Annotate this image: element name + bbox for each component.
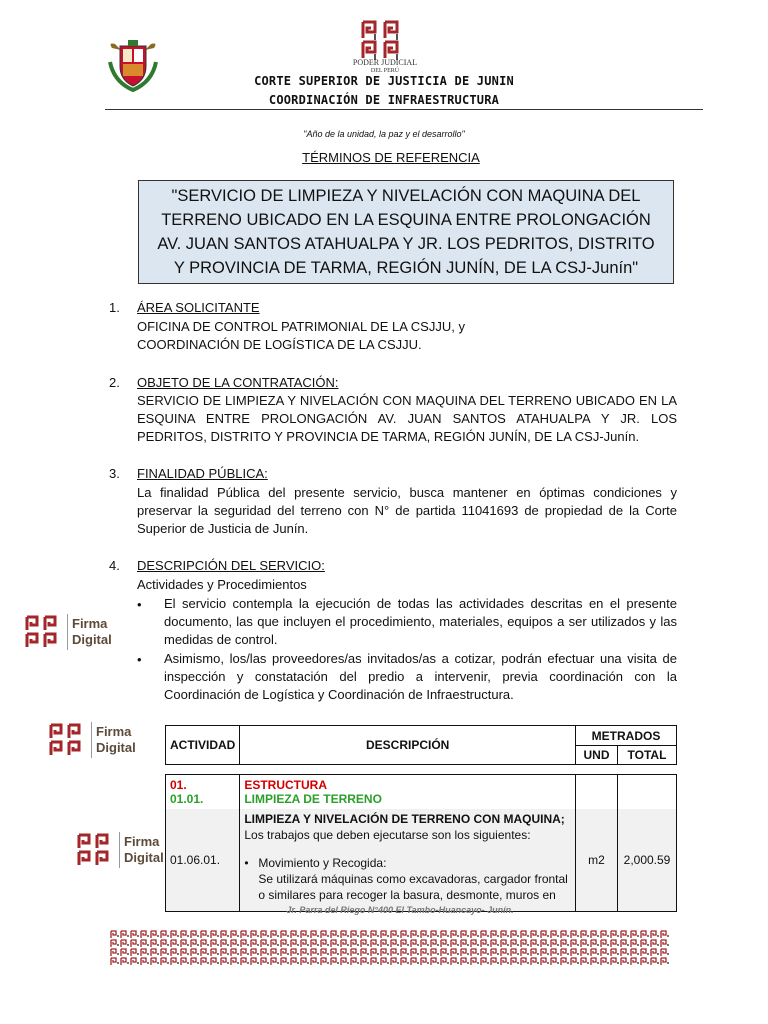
col-header-total: TOTAL xyxy=(618,746,677,765)
table-cell xyxy=(240,775,576,809)
table-cell xyxy=(166,775,240,809)
document-title: TÉRMINOS DE REFERENCIA xyxy=(302,150,480,165)
footer-address: Jr. Parra del Riego N°400 El Tambo-Huancayo- Junín. xyxy=(286,905,514,915)
decorative-pattern-band xyxy=(110,930,670,966)
section-title: FINALIDAD PÚBLICA: xyxy=(137,466,268,481)
detail-title: LIMPIEZA Y NIVELACIÓN DE TERRENO CON MAQUINA; xyxy=(244,811,565,826)
section-title: DESCRIPCIÓN DEL SERVICIO: xyxy=(137,558,325,573)
section-title: OBJETO DE LA CONTRATACIÓN: xyxy=(137,375,339,390)
section-body: SERVICIO DE LIMPIEZA Y NIVELACIÓN CON MAQUINA DEL TERRENO UBICADO EN LA ESQUINA ENTRE PROLONGACIÓN AV. JUAN SANTOS ATAHUALPA Y JR. LOS PEDRITOS, DISTRITO Y PROVINCIA DE TARMA, REGIÓN JUNÍN, DE LA CSJ-Junín. xyxy=(137,393,677,444)
row-desc: LIMPIEZA DE TERRENO xyxy=(244,791,382,806)
signature-logo-icon xyxy=(76,832,116,868)
detail-total: 2,000.59 xyxy=(623,852,671,867)
digital-signature-stamp[interactable] xyxy=(24,612,124,652)
stamp-divider xyxy=(91,722,92,758)
section-body: La finalidad Pública del presente servicio, busca mantener en óptimas condiciones y preservar la seguridad del terreno con N° de partida 11041693 de propiedad de la Corte Superior de Justicia de Junín. xyxy=(137,485,677,536)
year-motto: "Año de la unidad, la paz y el desarrollo" xyxy=(303,129,465,139)
detail-bullet-text: Se utilizará máquinas como excavadoras, cargador frontal o similares para recoger la basura, desmonte, muros en xyxy=(258,871,568,902)
section-number: 3. xyxy=(109,466,120,481)
signature-label xyxy=(124,835,164,865)
signature-label-line: Digital xyxy=(72,632,112,647)
signature-label-line: Digital xyxy=(124,850,164,865)
table-spacer xyxy=(166,765,677,775)
detail-bullet-title: Movimiento y Recogida: xyxy=(258,855,387,870)
signature-label xyxy=(72,617,112,647)
digital-signature-stamp[interactable] xyxy=(48,720,148,760)
section-line: OFICINA DE CONTROL PATRIMONIAL DE LA CSJJU, y xyxy=(137,319,465,334)
signature-label-line: Firma xyxy=(124,834,160,849)
header-divider xyxy=(105,109,703,110)
bullet-text: El servicio contempla la ejecución de todas las actividades descritas en el presente documento, las que incluyen el procedimiento, materiales, equipos a ser utilizados y las medidas de control. xyxy=(164,596,677,647)
bullet-icon: • xyxy=(137,597,142,612)
col-header-metrados: METRADOS xyxy=(576,726,677,746)
table-cell xyxy=(240,809,576,912)
section-line: COORDINACIÓN DE LOGÍSTICA DE LA CSJJU. xyxy=(137,337,422,352)
detail-bullet xyxy=(244,855,571,871)
court-name: CORTE SUPERIOR DE JUSTICIA DE JUNIN xyxy=(254,74,514,88)
signature-logo-icon xyxy=(24,614,64,650)
stamp-divider xyxy=(67,614,68,650)
detail-title-tail: Los trabajos que deben ejecutarse son los siguientes: xyxy=(244,827,531,842)
service-title-line: Y PROVINCIA DE TARMA, REGIÓN JUNÍN, DE LA CSJ-Junín" xyxy=(173,259,639,277)
signature-logo-icon xyxy=(48,722,88,758)
bullet-icon: • xyxy=(244,855,249,870)
section-subtitle: Actividades y Procedimientos xyxy=(137,577,307,592)
table-cell xyxy=(618,775,677,809)
section-title: ÁREA SOLICITANTE xyxy=(137,300,260,315)
service-title-line: TERRENO UBICADO EN LA ESQUINA ENTRE PROLONGACIÓN xyxy=(161,211,651,229)
detail-description xyxy=(244,811,571,911)
signature-label-line: Firma xyxy=(72,616,108,631)
service-title-line: "SERVICIO DE LIMPIEZA Y NIVELACIÓN CON MAQUINA DEL xyxy=(171,187,641,205)
detail-spacer xyxy=(244,843,571,855)
section-number: 4. xyxy=(109,558,120,573)
signature-label-line: Digital xyxy=(96,740,136,755)
row-code: 01.01. xyxy=(170,791,204,806)
col-header-und: UND xyxy=(576,746,618,765)
service-title-box xyxy=(138,180,674,284)
row-code: 01. xyxy=(170,777,187,792)
department-name: COORDINACIÓN DE INFRAESTRUCTURA xyxy=(268,93,500,107)
table-cell xyxy=(618,809,677,912)
detail-code: 01.06.01. xyxy=(170,852,221,867)
poder-judicial-logo-icon xyxy=(356,18,412,62)
bullet-icon: • xyxy=(137,652,142,667)
logo-text: PODER JUDICIAL xyxy=(352,58,418,67)
section-number: 1. xyxy=(109,300,120,315)
section-body xyxy=(137,318,677,354)
signature-label xyxy=(96,725,136,755)
signature-label-line: Firma xyxy=(96,724,132,739)
detail-und: m2 xyxy=(588,852,605,867)
table-cell xyxy=(166,809,240,912)
col-header-actividad: ACTIVIDAD xyxy=(166,726,240,765)
section-number: 2. xyxy=(109,375,120,390)
row-desc: ESTRUCTURA xyxy=(244,777,328,792)
table-cell xyxy=(576,775,618,809)
digital-signature-stamp[interactable] xyxy=(76,830,176,870)
stamp-divider xyxy=(119,832,120,868)
logo-subtext: DEL PERÚ xyxy=(370,68,400,74)
activities-table xyxy=(165,725,677,912)
col-header-descripcion: DESCRIPCIÓN xyxy=(240,726,576,765)
bullet-text: Asimismo, los/las proveedores/as invitados/as a cotizar, podrán efectuar una visita de inspección y constatación del predio a intervenir, previa coordinación con la Coordinación de Logística y Coordinación de Infraestructura. xyxy=(164,651,677,702)
service-title-line: AV. JUAN SANTOS ATAHUALPA Y JR. LOS PEDRITOS, DISTRITO xyxy=(157,235,655,253)
table-cell xyxy=(576,809,618,912)
